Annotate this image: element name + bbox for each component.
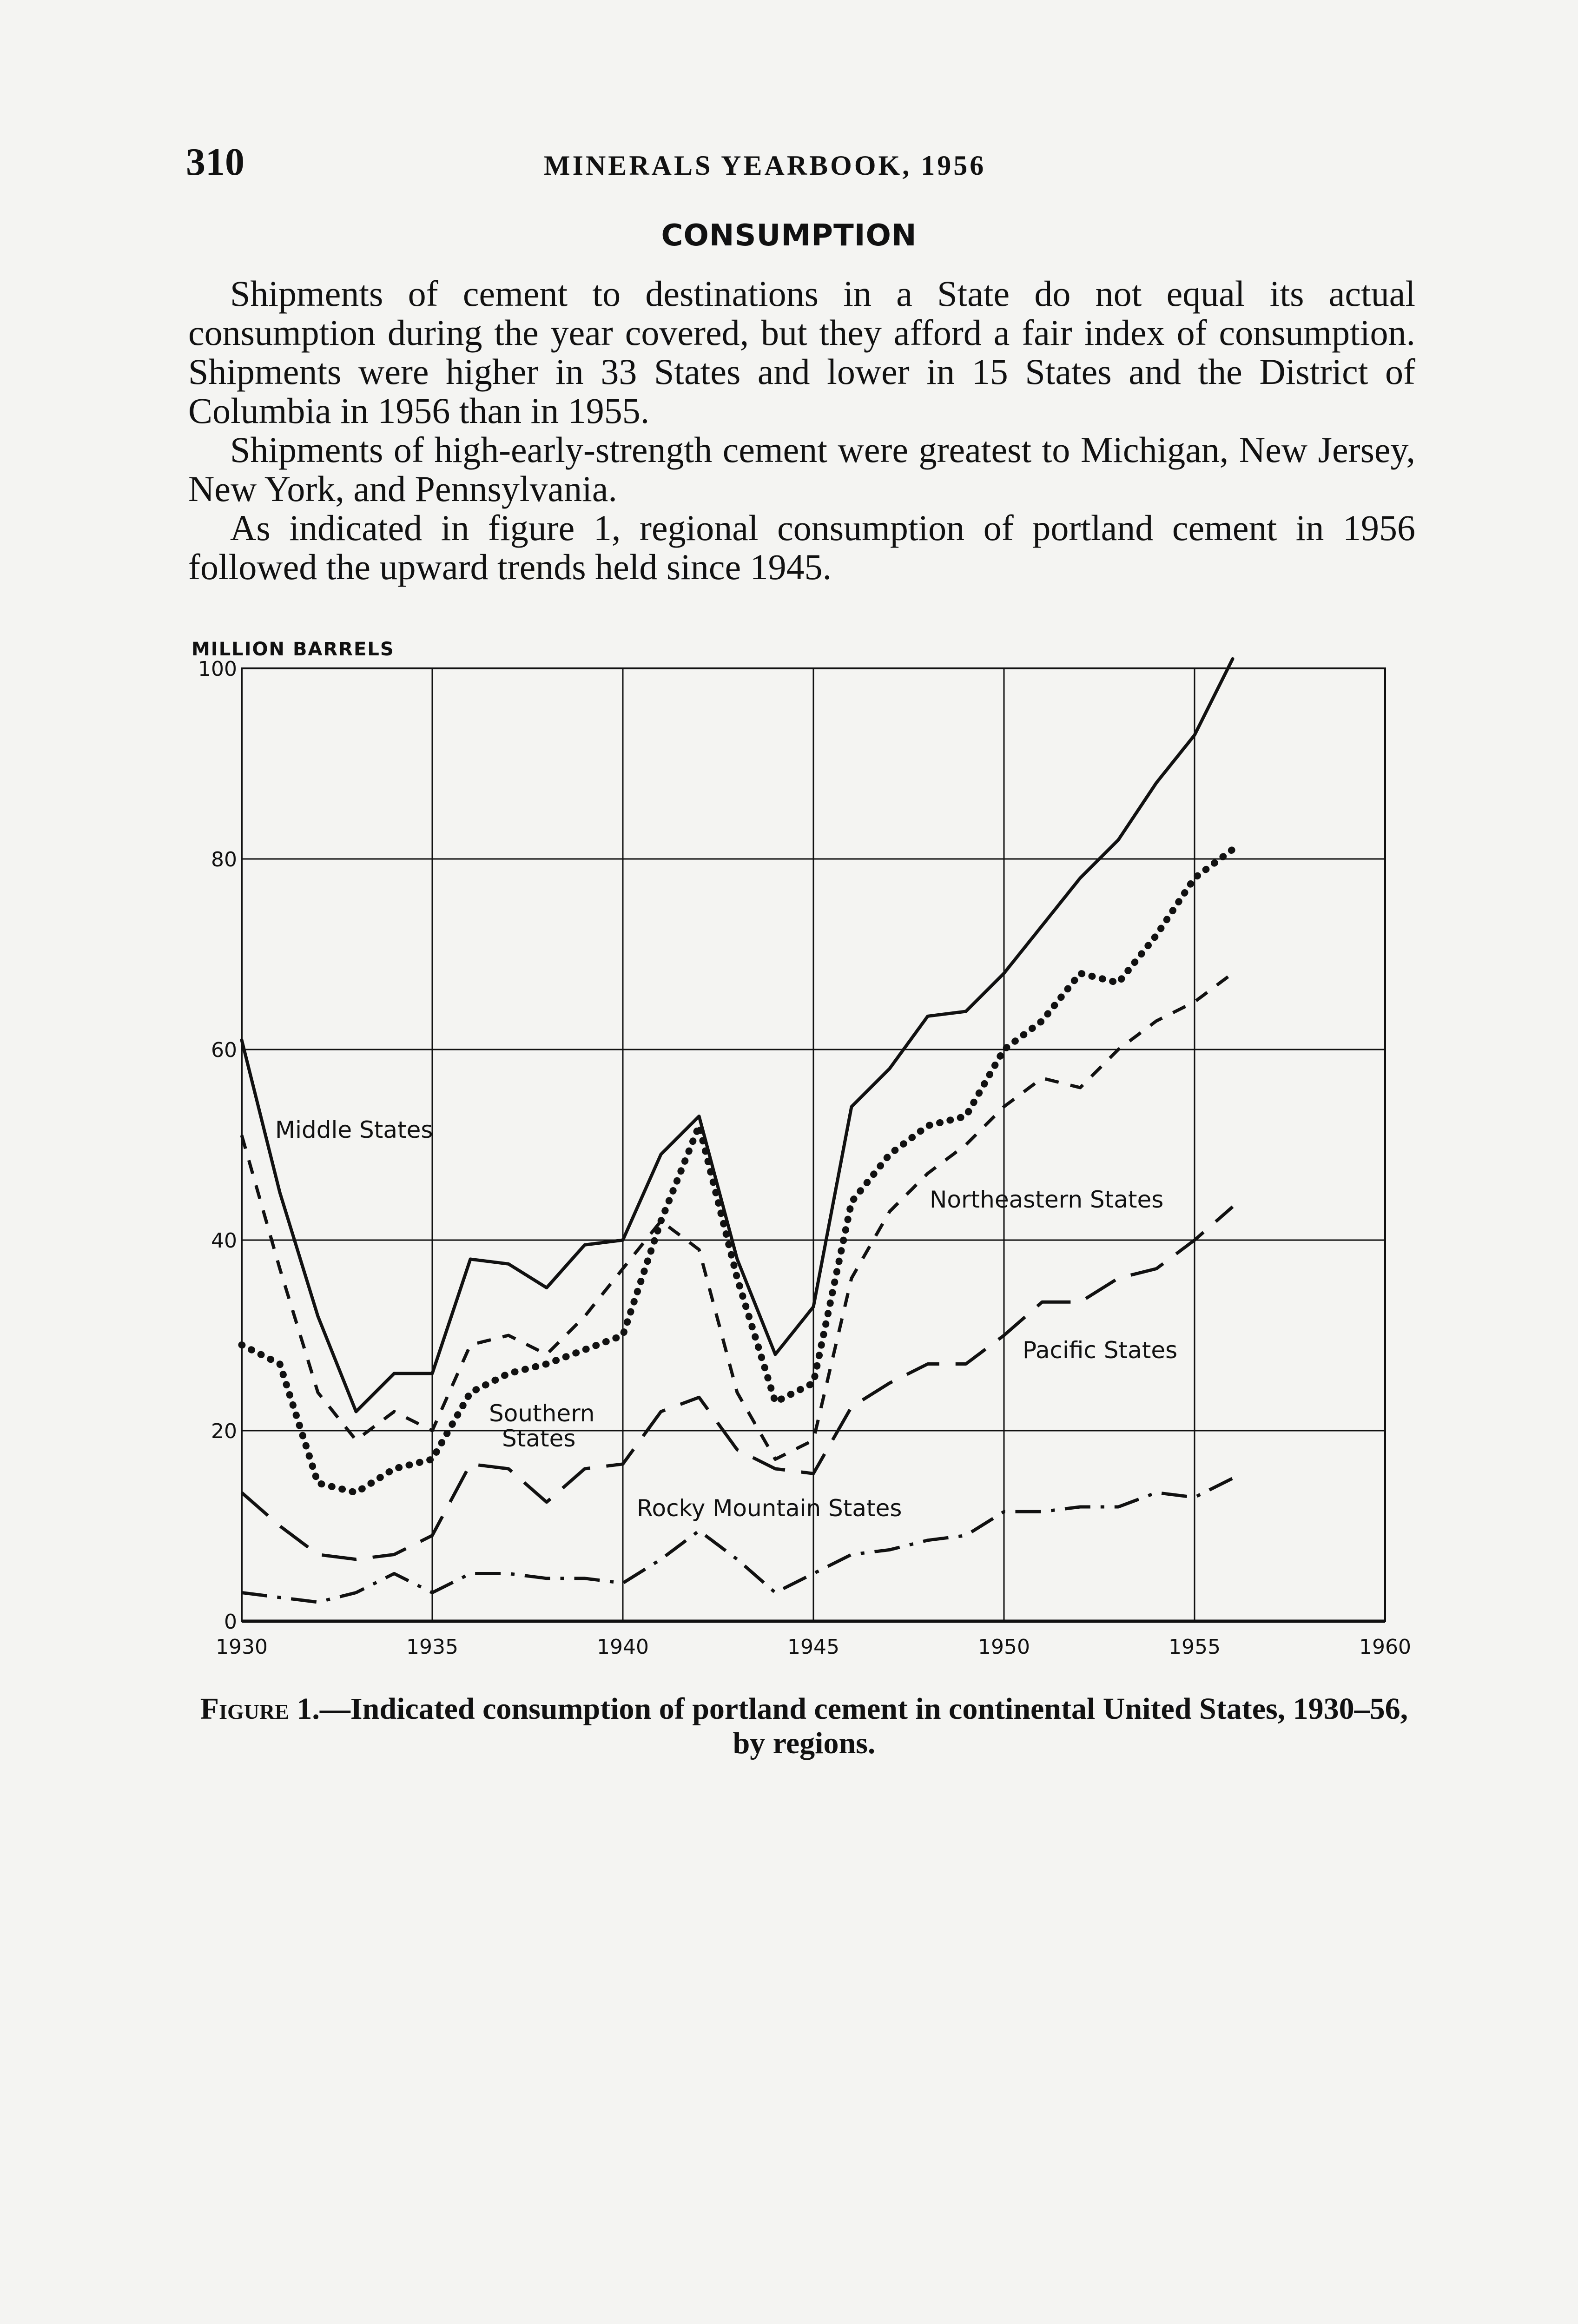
y-tick-label: 60 [211,1038,237,1062]
y-tick-label: 20 [211,1419,237,1443]
x-tick-label: 1945 [787,1635,839,1659]
y-tick-label: 40 [211,1229,237,1253]
figure-label: Figure 1. [200,1692,320,1726]
consumption-line-chart [177,632,1413,1664]
page-number: 310 [186,140,244,184]
x-tick-label: 1930 [216,1635,268,1659]
label-southern-states-line2: States [502,1425,576,1452]
x-tick-label: 1940 [597,1635,649,1659]
series-line-northeastern-states [242,850,1233,1493]
body-text [188,274,1415,587]
y-tick-label: 0 [224,1610,237,1634]
label-pacific-states: Pacific States [1023,1337,1178,1364]
label-southern-states-line1: Southern [489,1400,595,1427]
y-tick-label: 80 [211,848,237,872]
y-axis-label: MILLION BARRELS [191,639,395,660]
paragraph: Shipments of cement to destinations in a State do not equal its actual consumption during the year covered, but they afford a fair index of consumption. Shipments were higher in 33 States and lower in 15 States and the District of Columbia in 1956 than in 1955. [188,273,1415,431]
x-tick-label: 1960 [1359,1635,1411,1659]
x-tick-label: 1950 [978,1635,1030,1659]
label-rocky-mountain-states: Rocky Mountain States [637,1495,902,1522]
chart-grid [242,668,1385,1621]
series-line-southern-states [242,973,1233,1459]
y-tick-label: 100 [198,657,237,681]
section-title: CONSUMPTION [661,218,917,253]
paragraph: As indicated in figure 1, regional consumption of portland cement in 1956 followed the upward trends held since 1945. [188,508,1415,587]
paragraph: Shipments of high-early-strength cement were greatest to Michigan, New Jersey, New York, and Pennsylvania. [188,429,1415,509]
x-tick-label: 1935 [406,1635,458,1659]
label-middle-states: Middle States [275,1116,433,1143]
running-head: MINERALS YEARBOOK, 1956 [544,150,986,181]
x-tick-label: 1955 [1169,1635,1221,1659]
figure-caption [195,1692,1413,1761]
figure-caption-text: —Indicated consumption of portland cement in continental United States, 1930–56, by regions. [319,1692,1408,1760]
label-northeastern-states: Northeastern States [930,1186,1164,1213]
page-header [186,139,1097,195]
series-line-middle-states [242,659,1233,1412]
